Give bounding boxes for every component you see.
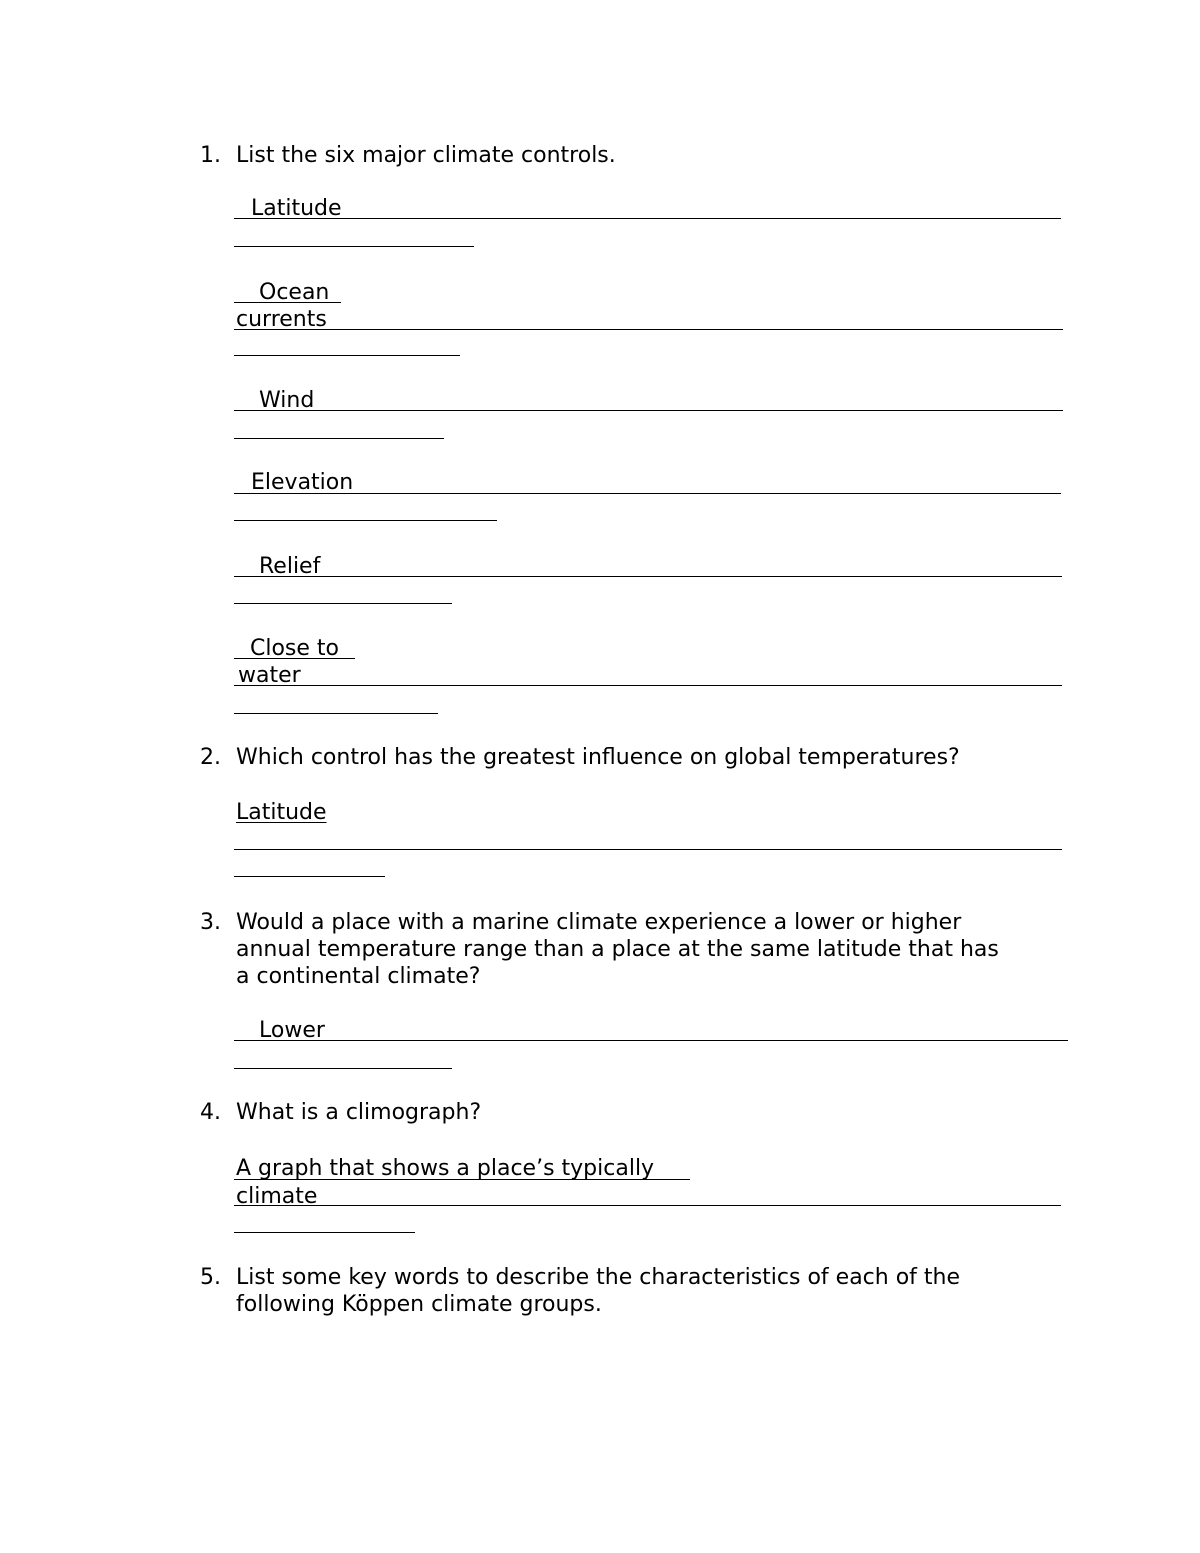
- question-3-text-line2: annual temperature range than a place at the same latitude that has: [236, 937, 999, 962]
- question-2-text: Which control has the greatest influence on global temperatures?: [236, 745, 960, 770]
- question-1-text: List the six major climate controls.: [236, 143, 616, 168]
- question-5-number: 5.: [200, 1265, 221, 1290]
- answer-1c-line-cont: [234, 438, 444, 439]
- answer-1b-line: [234, 329, 1063, 330]
- answer-1f-line1: Close to: [250, 636, 340, 661]
- answer-1f-line1-underline: [234, 658, 355, 659]
- answer-1f-line: [234, 685, 1062, 686]
- question-3-text-line1: Would a place with a marine climate experience a lower or higher: [236, 910, 962, 935]
- question-1-number: 1.: [200, 143, 221, 168]
- question-4-number: 4.: [200, 1100, 221, 1125]
- answer-4-line-cont: [234, 1232, 415, 1233]
- answer-4-line1-underline: [234, 1179, 690, 1180]
- answer-4-line2: climate: [236, 1184, 318, 1209]
- answer-1c: Wind: [259, 388, 315, 413]
- answer-1a-line: [234, 218, 1061, 219]
- answer-1d-line: [234, 493, 1061, 494]
- answer-4-line: [234, 1205, 1061, 1206]
- answer-1a: Latitude: [251, 196, 342, 221]
- answer-1b-line2: currents: [236, 307, 327, 332]
- answer-2-line-cont: [234, 876, 385, 877]
- answer-1f-line2: water: [238, 663, 301, 688]
- answer-3-line-cont: [234, 1068, 452, 1069]
- answer-1f-line-cont: [234, 713, 438, 714]
- answer-3: Lower: [259, 1018, 325, 1043]
- answer-1e-line-cont: [234, 603, 452, 604]
- answer-2: Latitude: [236, 800, 327, 825]
- answer-1c-line: [234, 410, 1063, 411]
- answer-1b-line1-underline: [234, 302, 341, 303]
- answer-2-line: [234, 849, 1062, 850]
- question-5-text-line1: List some key words to describe the characteristics of each of the: [236, 1265, 961, 1290]
- answer-1d: Elevation: [251, 470, 354, 495]
- answer-3-line: [234, 1040, 1068, 1041]
- answer-1e-line: [234, 576, 1062, 577]
- answer-1d-line-cont: [234, 520, 497, 521]
- answer-1a-line-cont: [234, 246, 474, 247]
- question-2-number: 2.: [200, 745, 221, 770]
- answer-4-line1: A graph that shows a place’s typically: [236, 1156, 655, 1181]
- question-3-text-line3: a continental climate?: [236, 964, 481, 989]
- answer-1e: Relief: [259, 554, 321, 579]
- answer-1b-line1: Ocean: [259, 280, 330, 305]
- question-4-text: What is a climograph?: [236, 1100, 482, 1125]
- question-5-text-line2: following Köppen climate groups.: [236, 1292, 602, 1317]
- answer-1b-line-cont: [234, 355, 460, 356]
- question-3-number: 3.: [200, 910, 221, 935]
